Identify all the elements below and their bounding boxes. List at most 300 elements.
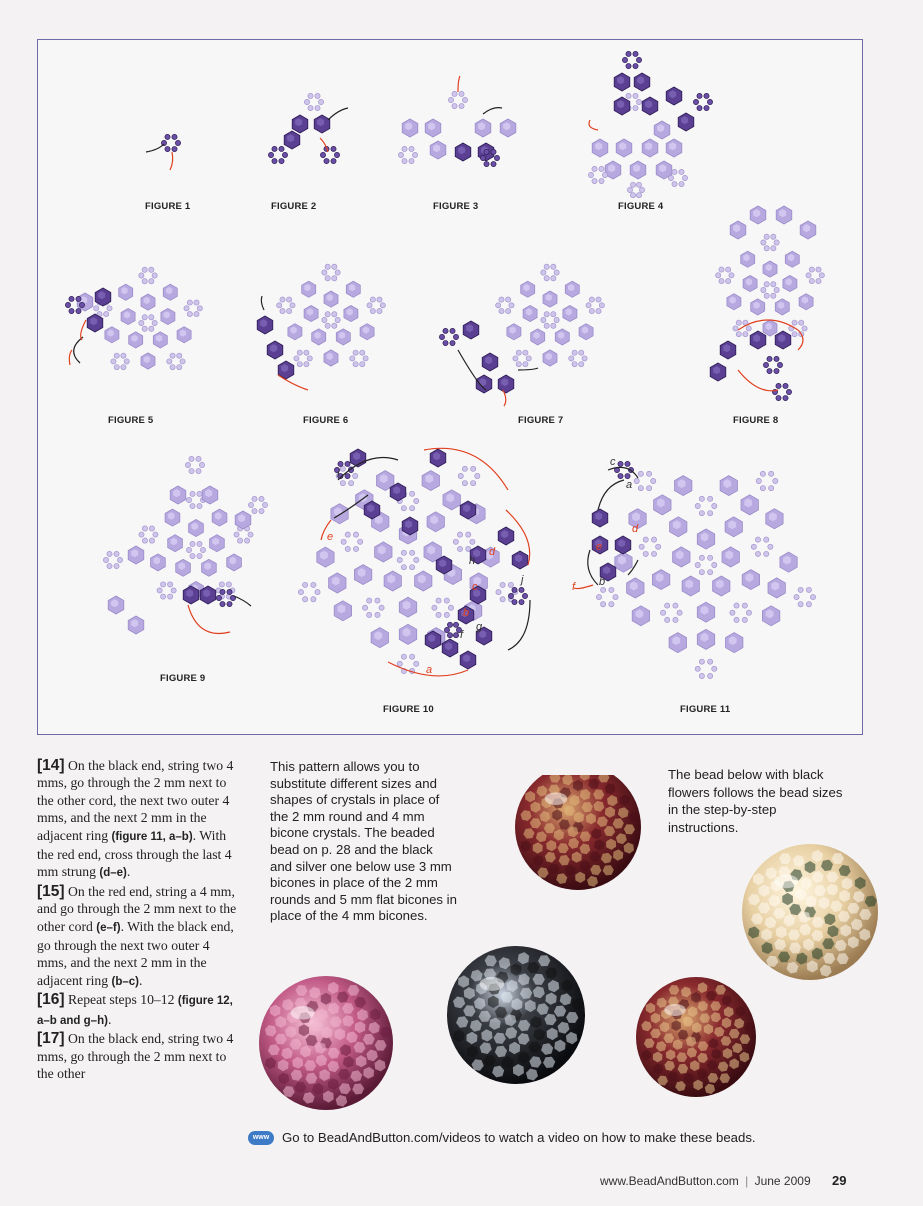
figure-2-label: FIGURE 2 bbox=[271, 201, 317, 212]
round-bead bbox=[712, 503, 717, 508]
round-bead bbox=[771, 282, 776, 287]
round-bead bbox=[412, 152, 417, 157]
round-bead bbox=[186, 497, 191, 502]
round-bead bbox=[708, 496, 713, 501]
round-bead bbox=[771, 234, 776, 239]
round-bead-ring bbox=[111, 353, 130, 370]
round-bead bbox=[792, 332, 797, 337]
round-bead-ring bbox=[103, 551, 122, 568]
round-bead bbox=[726, 278, 731, 283]
round-bead bbox=[651, 551, 656, 556]
round-bead bbox=[377, 308, 382, 313]
step-text: Repeat steps 10–12 bbox=[68, 992, 178, 1008]
round-bead-ring bbox=[716, 267, 735, 284]
burgundy-gold-bead bbox=[515, 775, 641, 890]
bead-highlight bbox=[774, 875, 798, 889]
bead-highlight bbox=[664, 1004, 686, 1016]
round-bead bbox=[149, 526, 154, 531]
round-bead bbox=[554, 317, 559, 322]
round-bead bbox=[172, 134, 177, 139]
round-bead-ring bbox=[730, 603, 752, 623]
round-bead-ring bbox=[569, 350, 588, 367]
round-bead bbox=[699, 496, 704, 501]
round-bead bbox=[227, 601, 232, 606]
figure-reference: (b–c) bbox=[111, 975, 139, 988]
round-bead bbox=[774, 287, 779, 292]
round-bead bbox=[708, 570, 713, 575]
round-bead bbox=[107, 563, 112, 568]
round-bead bbox=[544, 312, 549, 317]
round-bead bbox=[764, 551, 769, 556]
round-bead bbox=[280, 297, 285, 302]
round-bead bbox=[742, 617, 747, 622]
figure-10-step-letter: e bbox=[327, 531, 334, 543]
round-bead bbox=[625, 473, 630, 478]
round-bead bbox=[436, 598, 441, 603]
round-bead bbox=[809, 278, 814, 283]
round-bead bbox=[297, 362, 302, 367]
round-bead bbox=[512, 599, 517, 604]
figure-11-step-letter: d bbox=[632, 523, 639, 535]
round-bead bbox=[268, 152, 273, 157]
round-bead bbox=[572, 362, 577, 367]
round-bead bbox=[776, 395, 781, 400]
round-bead bbox=[712, 562, 717, 567]
round-bead bbox=[541, 317, 546, 322]
round-bead bbox=[149, 279, 154, 284]
black-thread bbox=[588, 550, 598, 585]
round-bead bbox=[665, 603, 670, 608]
round-bead bbox=[157, 588, 162, 593]
round-bead bbox=[332, 312, 337, 317]
round-bead bbox=[760, 486, 765, 491]
round-bead bbox=[760, 471, 765, 476]
round-bead bbox=[161, 582, 166, 587]
round-bead bbox=[114, 563, 119, 568]
round-bead-ring bbox=[350, 350, 369, 367]
round-bead bbox=[734, 603, 739, 608]
round-bead bbox=[776, 383, 781, 388]
round-bead bbox=[774, 356, 779, 361]
round-bead bbox=[107, 306, 112, 311]
round-bead bbox=[353, 362, 358, 367]
round-bead bbox=[149, 315, 154, 320]
champagne-black-flower-bead bbox=[742, 844, 878, 980]
round-bead bbox=[194, 300, 199, 305]
bead-highlight bbox=[290, 1006, 314, 1019]
round-bead bbox=[65, 302, 70, 307]
round-bead bbox=[277, 303, 282, 308]
round-bead bbox=[651, 478, 656, 483]
round-bead bbox=[304, 362, 309, 367]
round-bead bbox=[358, 539, 363, 544]
round-bead bbox=[414, 661, 419, 666]
round-bead bbox=[220, 589, 225, 594]
round-bead bbox=[660, 610, 665, 615]
www-icon: www bbox=[248, 1131, 274, 1145]
round-bead bbox=[769, 471, 774, 476]
round-bead bbox=[613, 594, 618, 599]
round-bead bbox=[187, 311, 192, 316]
round-bead bbox=[199, 462, 204, 467]
round-bead bbox=[771, 246, 776, 251]
figure-11-diagram bbox=[572, 456, 816, 679]
round-bead bbox=[184, 306, 189, 311]
round-bead bbox=[280, 308, 285, 313]
round-bead bbox=[443, 340, 448, 345]
round-bead bbox=[149, 538, 154, 543]
round-bead bbox=[114, 353, 119, 358]
round-bead bbox=[322, 317, 327, 322]
black-thread bbox=[74, 337, 83, 363]
round-bead bbox=[448, 605, 453, 610]
round-bead bbox=[816, 267, 821, 272]
round-bead bbox=[397, 557, 402, 562]
round-bead bbox=[500, 582, 505, 587]
figure-2-diagram bbox=[268, 93, 348, 163]
round-bead bbox=[367, 598, 372, 603]
round-bead bbox=[506, 297, 511, 302]
round-bead bbox=[414, 498, 419, 503]
black-silver-bead bbox=[447, 946, 585, 1084]
round-bead bbox=[79, 302, 84, 307]
round-bead bbox=[335, 270, 340, 275]
figure-10-step-letter: a bbox=[426, 664, 433, 676]
video-link-text[interactable]: Go to BeadAndButton.com/videos to watch a video on how to make these beads. bbox=[282, 1130, 756, 1145]
round-bead bbox=[139, 532, 144, 537]
round-bead bbox=[121, 353, 126, 358]
bead-diagrams bbox=[38, 40, 862, 734]
round-bead bbox=[544, 276, 549, 281]
figure-7-label: FIGURE 7 bbox=[518, 415, 564, 426]
round-bead bbox=[370, 308, 375, 313]
red-thread bbox=[458, 76, 460, 92]
round-bead bbox=[189, 456, 194, 461]
round-bead-ring bbox=[304, 93, 323, 110]
round-bead bbox=[360, 362, 365, 367]
round-bead bbox=[786, 389, 791, 394]
round-bead bbox=[331, 158, 336, 163]
round-bead bbox=[350, 356, 355, 361]
round-bead bbox=[409, 158, 414, 163]
round-bead bbox=[599, 166, 604, 171]
step-text: . With the red end, cross through the last 4 mm strung bbox=[37, 827, 232, 880]
round-bead-ring bbox=[341, 532, 363, 552]
round-bead-ring bbox=[139, 526, 158, 543]
round-bead bbox=[304, 350, 309, 355]
round-bead-ring bbox=[772, 383, 791, 400]
round-bead bbox=[353, 546, 358, 551]
round-bead bbox=[679, 169, 684, 174]
round-bead bbox=[500, 597, 505, 602]
round-bead bbox=[340, 466, 345, 471]
round-bead bbox=[734, 617, 739, 622]
figure-6-diagram bbox=[257, 264, 385, 390]
round-bead bbox=[819, 273, 824, 278]
round-bead bbox=[602, 172, 607, 177]
figure-reference: (figure 12, a–b and g–h) bbox=[37, 995, 233, 1027]
round-bead-ring bbox=[298, 582, 320, 602]
round-bead bbox=[338, 461, 343, 466]
round-bead bbox=[308, 93, 313, 98]
round-bead bbox=[444, 612, 449, 617]
round-bead bbox=[704, 105, 709, 110]
round-bead bbox=[761, 287, 766, 292]
round-bead bbox=[551, 264, 556, 269]
round-bead bbox=[341, 539, 346, 544]
round-bead bbox=[294, 356, 299, 361]
round-bead bbox=[121, 365, 126, 370]
bead-highlight bbox=[479, 977, 504, 991]
round-bead bbox=[626, 51, 631, 56]
round-bead bbox=[643, 537, 648, 542]
round-bead bbox=[646, 486, 651, 491]
round-bead bbox=[297, 350, 302, 355]
step-number: [16] bbox=[37, 991, 65, 1009]
round-bead bbox=[523, 350, 528, 355]
round-bead-ring bbox=[588, 166, 607, 183]
figure-reference: (e–f) bbox=[96, 921, 121, 934]
round-bead bbox=[443, 328, 448, 333]
round-bead bbox=[318, 99, 323, 104]
round-bead bbox=[380, 303, 385, 308]
round-bead bbox=[626, 63, 631, 68]
round-bead bbox=[596, 308, 601, 313]
round-bead bbox=[142, 538, 147, 543]
step-number: [17] bbox=[37, 1030, 65, 1048]
round-bead bbox=[252, 508, 257, 513]
round-bead-ring bbox=[806, 267, 825, 284]
figure-3-label: FIGURE 3 bbox=[433, 201, 479, 212]
figure-10-diagram bbox=[298, 448, 530, 676]
round-bead bbox=[290, 303, 295, 308]
figure-11-step-letter: c bbox=[610, 456, 616, 468]
round-bead bbox=[370, 297, 375, 302]
round-bead bbox=[699, 659, 704, 664]
round-bead bbox=[325, 264, 330, 269]
step-number: [15] bbox=[37, 882, 65, 900]
round-bead bbox=[626, 93, 631, 98]
round-bead bbox=[673, 603, 678, 608]
round-bead bbox=[170, 353, 175, 358]
figure-9-label: FIGURE 9 bbox=[160, 673, 206, 684]
round-bead bbox=[816, 278, 821, 283]
round-bead-ring bbox=[693, 93, 712, 110]
black-thread bbox=[328, 108, 348, 120]
black-thread bbox=[146, 144, 164, 152]
step-text: . bbox=[138, 972, 143, 988]
round-bead bbox=[519, 599, 524, 604]
round-bead bbox=[665, 617, 670, 622]
round-bead bbox=[651, 537, 656, 542]
round-bead-ring bbox=[660, 603, 682, 623]
round-bead-ring bbox=[320, 146, 339, 163]
round-bead-ring bbox=[458, 466, 480, 486]
round-bead-ring bbox=[448, 91, 467, 108]
round-bead bbox=[252, 496, 257, 501]
round-bead bbox=[197, 541, 202, 546]
round-bead bbox=[331, 146, 336, 151]
round-bead bbox=[139, 273, 144, 278]
round-bead bbox=[401, 654, 406, 659]
round-bead bbox=[167, 359, 172, 364]
round-bead-ring bbox=[586, 297, 605, 314]
round-bead bbox=[522, 593, 527, 598]
round-bead-ring bbox=[622, 51, 641, 68]
round-bead bbox=[475, 473, 480, 478]
round-bead bbox=[414, 557, 419, 562]
round-bead-ring bbox=[627, 182, 644, 198]
round-bead bbox=[516, 350, 521, 355]
round-bead-ring bbox=[322, 264, 341, 281]
round-bead bbox=[526, 356, 531, 361]
round-bead bbox=[769, 486, 774, 491]
round-bead bbox=[695, 666, 700, 671]
beaded-beads-photo bbox=[258, 775, 888, 1125]
round-bead bbox=[311, 597, 316, 602]
round-bead bbox=[586, 303, 591, 308]
round-bead bbox=[304, 99, 309, 104]
round-bead bbox=[76, 308, 81, 313]
round-bead bbox=[165, 134, 170, 139]
figure-7-diagram bbox=[439, 264, 604, 406]
round-bead bbox=[806, 273, 811, 278]
round-bead bbox=[634, 478, 639, 483]
round-bead bbox=[764, 282, 769, 287]
round-bead bbox=[774, 368, 779, 373]
round-bead-ring bbox=[639, 537, 661, 557]
round-bead-ring bbox=[139, 267, 158, 284]
round-bead bbox=[798, 587, 803, 592]
round-bead bbox=[708, 673, 713, 678]
round-bead bbox=[512, 587, 517, 592]
figure-10-step-letter: g bbox=[476, 621, 483, 633]
round-bead-ring bbox=[268, 146, 287, 163]
figure-8-diagram bbox=[710, 206, 824, 401]
round-bead bbox=[638, 486, 643, 491]
round-bead bbox=[353, 532, 358, 537]
round-bead-ring bbox=[695, 659, 717, 679]
round-bead bbox=[462, 466, 467, 471]
round-bead-ring bbox=[157, 582, 176, 599]
round-bead bbox=[402, 158, 407, 163]
step-14 bbox=[37, 757, 237, 883]
figure-1-diagram bbox=[146, 134, 181, 170]
round-bead bbox=[168, 594, 173, 599]
round-bead bbox=[508, 593, 513, 598]
round-bead bbox=[197, 306, 202, 311]
round-bead-ring bbox=[185, 456, 204, 473]
footer-site[interactable]: www.BeadAndButton.com bbox=[600, 1174, 739, 1188]
round-bead bbox=[636, 182, 641, 187]
round-bead bbox=[348, 481, 353, 486]
round-bead bbox=[175, 140, 180, 145]
round-bead bbox=[471, 481, 476, 486]
round-bead bbox=[103, 557, 108, 562]
round-bead-ring bbox=[763, 356, 782, 373]
round-bead bbox=[450, 328, 455, 333]
round-bead bbox=[216, 595, 221, 600]
round-bead bbox=[668, 175, 673, 180]
round-bead bbox=[627, 187, 632, 192]
round-bead bbox=[142, 267, 147, 272]
footer-issue: June 2009 bbox=[754, 1174, 811, 1188]
figure-8-label: FIGURE 8 bbox=[733, 415, 779, 426]
round-bead bbox=[794, 594, 799, 599]
round-bead bbox=[471, 466, 476, 471]
round-bead bbox=[340, 481, 345, 486]
round-bead-ring bbox=[761, 234, 780, 251]
round-bead bbox=[248, 532, 253, 537]
round-bead bbox=[94, 306, 99, 311]
round-bead bbox=[453, 539, 458, 544]
round-bead bbox=[588, 172, 593, 177]
round-bead bbox=[362, 605, 367, 610]
round-bead bbox=[582, 356, 587, 361]
figure-10-step-letter: f bbox=[460, 629, 464, 641]
black-thread bbox=[234, 596, 251, 606]
round-bead bbox=[248, 502, 253, 507]
round-bead bbox=[171, 588, 176, 593]
round-bead bbox=[161, 594, 166, 599]
round-bead bbox=[764, 537, 769, 542]
round-bead bbox=[401, 550, 406, 555]
round-bead bbox=[746, 326, 751, 331]
round-bead bbox=[185, 462, 190, 467]
round-bead bbox=[353, 350, 358, 355]
round-bead bbox=[149, 326, 154, 331]
figure-reference: (d–e) bbox=[99, 867, 127, 880]
round-bead-ring bbox=[397, 550, 419, 570]
round-bead bbox=[325, 276, 330, 281]
round-bead bbox=[345, 473, 350, 478]
round-bead bbox=[345, 461, 350, 466]
round-bead bbox=[764, 293, 769, 298]
round-bead bbox=[447, 633, 452, 638]
round-bead bbox=[447, 622, 452, 627]
round-bead bbox=[630, 182, 635, 187]
round-bead bbox=[320, 152, 325, 157]
round-bead bbox=[579, 362, 584, 367]
round-bead bbox=[798, 602, 803, 607]
round-bead bbox=[436, 612, 441, 617]
round-bead bbox=[189, 468, 194, 473]
round-bead bbox=[693, 99, 698, 104]
round-bead bbox=[453, 334, 458, 339]
round-bead bbox=[596, 594, 601, 599]
round-bead-ring bbox=[761, 282, 780, 299]
round-bead bbox=[367, 303, 372, 308]
round-bead bbox=[639, 544, 644, 549]
round-bead-ring bbox=[248, 496, 267, 513]
figure-4-diagram bbox=[588, 51, 712, 197]
round-bead bbox=[186, 547, 191, 552]
round-bead-ring bbox=[167, 353, 185, 370]
round-bead bbox=[452, 91, 457, 96]
figure-10-step-letter: b bbox=[463, 607, 470, 619]
round-bead bbox=[453, 622, 458, 627]
step-text: . With the black end, go through the next two outer 4 mms, and the next 2 mm in the adjacent ring bbox=[37, 918, 234, 988]
round-bead bbox=[599, 303, 604, 308]
round-bead bbox=[360, 350, 365, 355]
round-bead bbox=[673, 617, 678, 622]
round-bead bbox=[761, 240, 766, 245]
round-bead bbox=[499, 297, 504, 302]
burgundy-bead bbox=[636, 977, 756, 1097]
round-bead bbox=[764, 246, 769, 251]
round-bead-ring bbox=[277, 297, 296, 314]
round-bead bbox=[646, 471, 651, 476]
